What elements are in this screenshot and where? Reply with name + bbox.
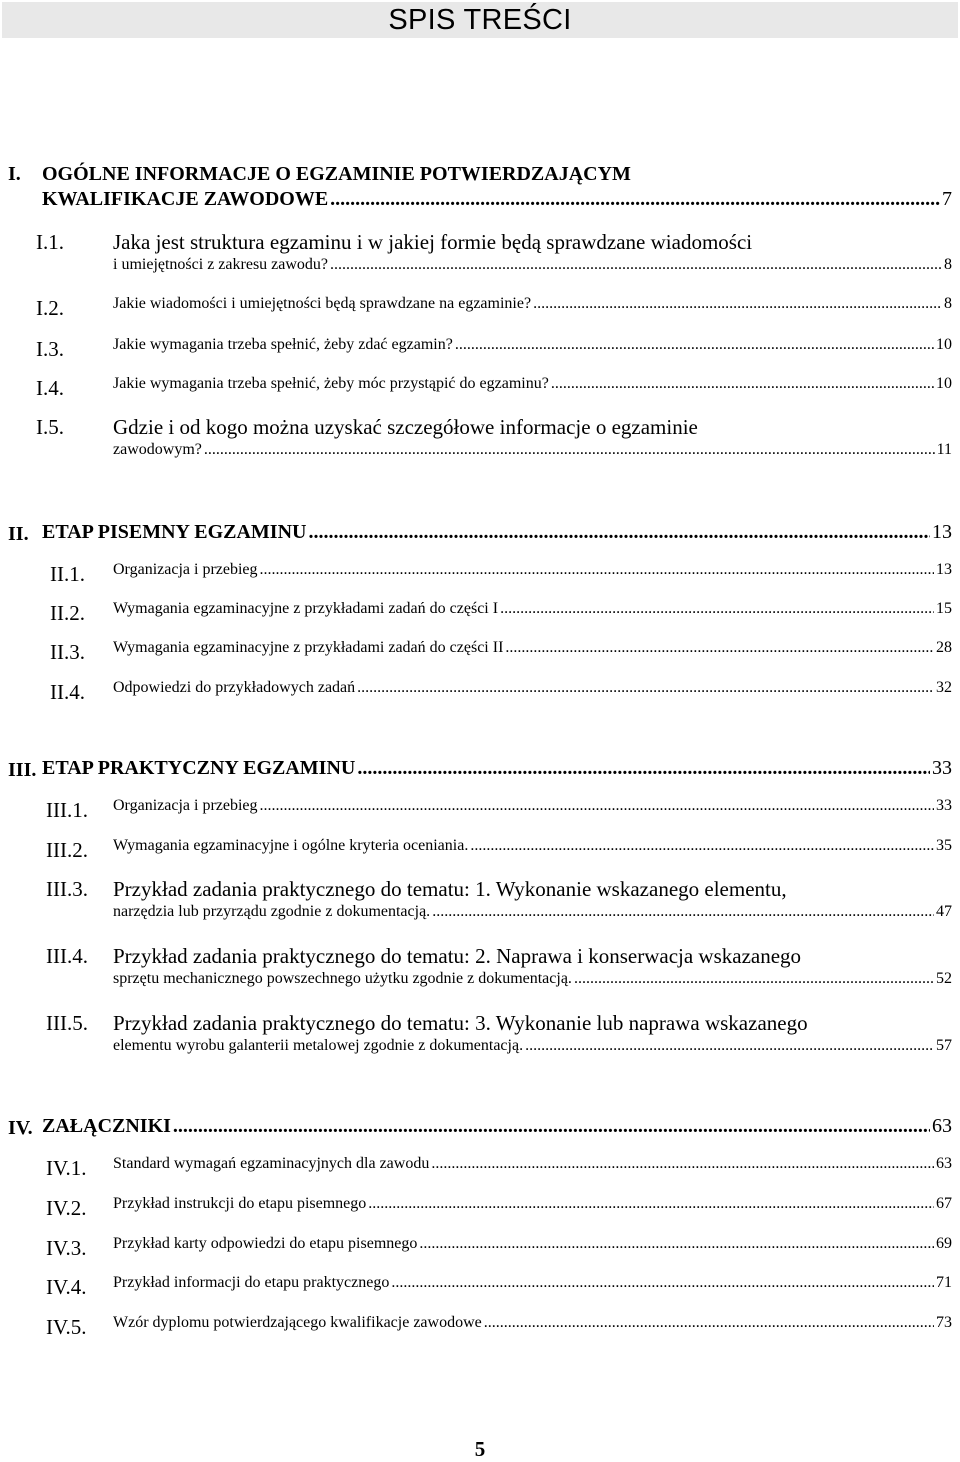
entry-number: II.2. — [50, 601, 85, 625]
entry-title: Gdzie i od kogo można uzyskać szczegółowe informacje o egzaminie — [113, 415, 698, 439]
entry-title-cont-page: 47 — [936, 903, 952, 920]
entry-title-cont-page: 11 — [936, 441, 952, 458]
dot-leader — [525, 1037, 934, 1055]
entry-title-page: 15 — [936, 600, 952, 617]
entry-number: III.3. — [46, 877, 88, 901]
entry-title-cont-row[interactable] — [113, 441, 952, 459]
entry-title-label: Przykład instrukcji do etapu pisemnego — [113, 1195, 367, 1212]
entry-title-label: Wymagania egzaminacyjne i ogólne kryteria oceniania. — [113, 837, 469, 854]
section-title-row[interactable] — [42, 521, 952, 544]
entry-title-page: 71 — [936, 1274, 952, 1291]
entry-number: III.4. — [46, 944, 88, 968]
entry-title-cont-page: 57 — [936, 1037, 952, 1054]
entry-title-page: 69 — [936, 1235, 952, 1252]
dot-leader — [330, 188, 940, 211]
dot-leader — [260, 561, 934, 579]
entry-number: I.4. — [36, 376, 64, 400]
entry-title: Przykład zadania praktycznego do tematu: 3. Wykonanie lub naprawa wskazanego — [113, 1011, 808, 1035]
section-title-page: 63 — [932, 1115, 952, 1137]
entry-title-row[interactable] — [113, 797, 952, 815]
dot-leader — [368, 1195, 934, 1213]
entry-number: IV.2. — [46, 1196, 87, 1220]
entry-number: III.2. — [46, 838, 88, 862]
section-title-row[interactable] — [42, 757, 952, 780]
entry-title-page: 35 — [936, 837, 952, 854]
entry-number: IV.5. — [46, 1315, 87, 1339]
entry-title-page: 73 — [936, 1314, 952, 1331]
dot-leader — [500, 600, 934, 618]
entry-number: II.4. — [50, 680, 85, 704]
entry-title-cont-label: elementu wyrobu galanterii metalowej zgodnie z dokumentacją. — [113, 1037, 524, 1054]
section-number: IV. — [8, 1117, 33, 1139]
entry-title-cont-row[interactable] — [113, 1037, 952, 1055]
entry-number: IV.3. — [46, 1236, 87, 1260]
entry-number: III.5. — [46, 1011, 88, 1035]
section-title: OGÓLNE INFORMACJE O EGZAMINIE POTWIERDZAJĄCYM — [42, 163, 631, 185]
entry-title-label: Jakie wymagania trzeba spełnić, żeby zdać egzamin? — [113, 336, 453, 353]
entry-title-row[interactable] — [113, 336, 952, 354]
section-title-label: ZAŁĄCZNIKI — [42, 1115, 171, 1137]
entry-title-label: Wymagania egzaminacyjne z przykładami zadań do części II — [113, 639, 504, 656]
entry-title-label: Wzór dyplomu potwierdzającego kwalifikacje zawodowe — [113, 1314, 482, 1331]
section-title-label: ETAP PISEMNY EGZAMINU — [42, 521, 307, 543]
entry-number: I.3. — [36, 337, 64, 361]
entry-title-page: 67 — [936, 1195, 952, 1212]
entry-title-cont-label: i umiejętności z zakresu zawodu? — [113, 256, 329, 273]
dot-leader — [419, 1235, 934, 1253]
entry-title-page: 33 — [936, 797, 952, 814]
entry-title: Przykład zadania praktycznego do tematu: 2. Naprawa i konserwacja wskazanego — [113, 944, 802, 968]
dot-leader — [330, 256, 942, 274]
entry-title-label: Odpowiedzi do przykładowych zadań — [113, 679, 356, 696]
section-title-cont-row[interactable] — [42, 188, 952, 211]
entry-title: Jaka jest struktura egzaminu i w jakiej formie będą sprawdzane wiadomości — [113, 230, 753, 254]
entry-title-label: Organizacja i przebieg — [113, 561, 258, 578]
entry-title-cont-page: 8 — [944, 256, 952, 273]
entry-number: I.1. — [36, 230, 64, 254]
section-title-label: ETAP PRAKTYCZNY EGZAMINU — [42, 757, 356, 779]
dot-leader — [484, 1314, 934, 1332]
entry-title: Przykład zadania praktycznego do tematu: 1. Wykonanie wskazanego elementu, — [113, 877, 787, 901]
dot-leader — [455, 336, 934, 354]
entry-title-cont-label: sprzętu mechanicznego powszechnego użytku zgodnie z dokumentacją. — [113, 970, 572, 987]
entry-number: IV.1. — [46, 1156, 87, 1180]
entry-title-label: Jakie wymagania trzeba spełnić, żeby móc przystąpić do egzaminu? — [113, 375, 549, 392]
entry-title-page: 28 — [936, 639, 952, 656]
dot-leader — [204, 441, 935, 459]
entry-title-row[interactable] — [113, 561, 952, 579]
entry-title-page: 10 — [936, 336, 952, 353]
dot-leader — [391, 1274, 934, 1292]
entry-title-row[interactable] — [113, 1235, 952, 1253]
entry-number: I.5. — [36, 415, 64, 439]
section-title-cont-label: KWALIFIKACJE ZAWODOWE — [42, 188, 329, 210]
section-number: II. — [8, 523, 29, 545]
dot-leader — [574, 970, 934, 988]
section-title-page: 13 — [932, 521, 952, 543]
dot-leader — [357, 679, 934, 697]
entry-title-row[interactable] — [113, 295, 952, 313]
entry-title-label: Jakie wiadomości i umiejętności będą sprawdzane na egzaminie? — [113, 295, 532, 312]
entry-title-page: 63 — [936, 1155, 952, 1172]
entry-number: II.1. — [50, 562, 85, 586]
entry-title-page: 10 — [936, 375, 952, 392]
entry-title-row[interactable] — [113, 837, 952, 855]
entry-title-cont-label: zawodowym? — [113, 441, 202, 458]
entry-title-page: 13 — [936, 561, 952, 578]
entry-title-label: Standard wymagań egzaminacyjnych dla zawodu — [113, 1155, 430, 1172]
dot-leader — [432, 903, 934, 921]
section-title-page: 33 — [932, 757, 952, 779]
dot-leader — [308, 521, 930, 544]
dot-leader — [551, 375, 934, 393]
section-number: I. — [8, 163, 21, 185]
dot-leader — [505, 639, 934, 657]
page-number: 5 — [474, 1437, 486, 1461]
section-title-row[interactable] — [42, 1115, 952, 1138]
section-title-cont-page: 7 — [942, 188, 952, 210]
entry-title-cont-row[interactable] — [113, 970, 952, 988]
entry-title-cont-label: narzędzia lub przyrządu zgodnie z dokumentacją. — [113, 903, 431, 920]
entry-title-label: Przykład informacji do etapu praktycznego — [113, 1274, 390, 1291]
entry-number: I.2. — [36, 296, 64, 320]
entry-title-row[interactable] — [113, 1195, 952, 1213]
dot-leader — [431, 1155, 934, 1173]
entry-title-label: Przykład karty odpowiedzi do etapu pisemnego — [113, 1235, 418, 1252]
entry-title-cont-row[interactable] — [113, 256, 952, 274]
dot-leader — [533, 295, 942, 313]
entry-title-row[interactable] — [113, 1274, 952, 1292]
toc-title: SPIS TREŚCI — [388, 3, 572, 36]
entry-number: II.3. — [50, 640, 85, 664]
entry-title-page: 32 — [936, 679, 952, 696]
entry-title-page: 8 — [944, 295, 952, 312]
entry-title-row[interactable] — [113, 1314, 952, 1332]
entry-title-row[interactable] — [113, 1155, 952, 1173]
entry-title-label: Wymagania egzaminacyjne z przykładami zadań do części I — [113, 600, 499, 617]
dot-leader — [173, 1115, 930, 1138]
section-number: III. — [8, 759, 37, 781]
entry-title-row[interactable] — [113, 600, 952, 618]
entry-title-row[interactable] — [113, 679, 952, 697]
entry-title-cont-page: 52 — [936, 970, 952, 987]
entry-title-label: Organizacja i przebieg — [113, 797, 258, 814]
dot-leader — [357, 757, 930, 780]
dot-leader — [260, 797, 934, 815]
entry-title-cont-row[interactable] — [113, 903, 952, 921]
entry-title-row[interactable] — [113, 375, 952, 393]
entry-title-row[interactable] — [113, 639, 952, 657]
entry-number: IV.4. — [46, 1275, 87, 1299]
entry-number: III.1. — [46, 798, 88, 822]
dot-leader — [470, 837, 934, 855]
